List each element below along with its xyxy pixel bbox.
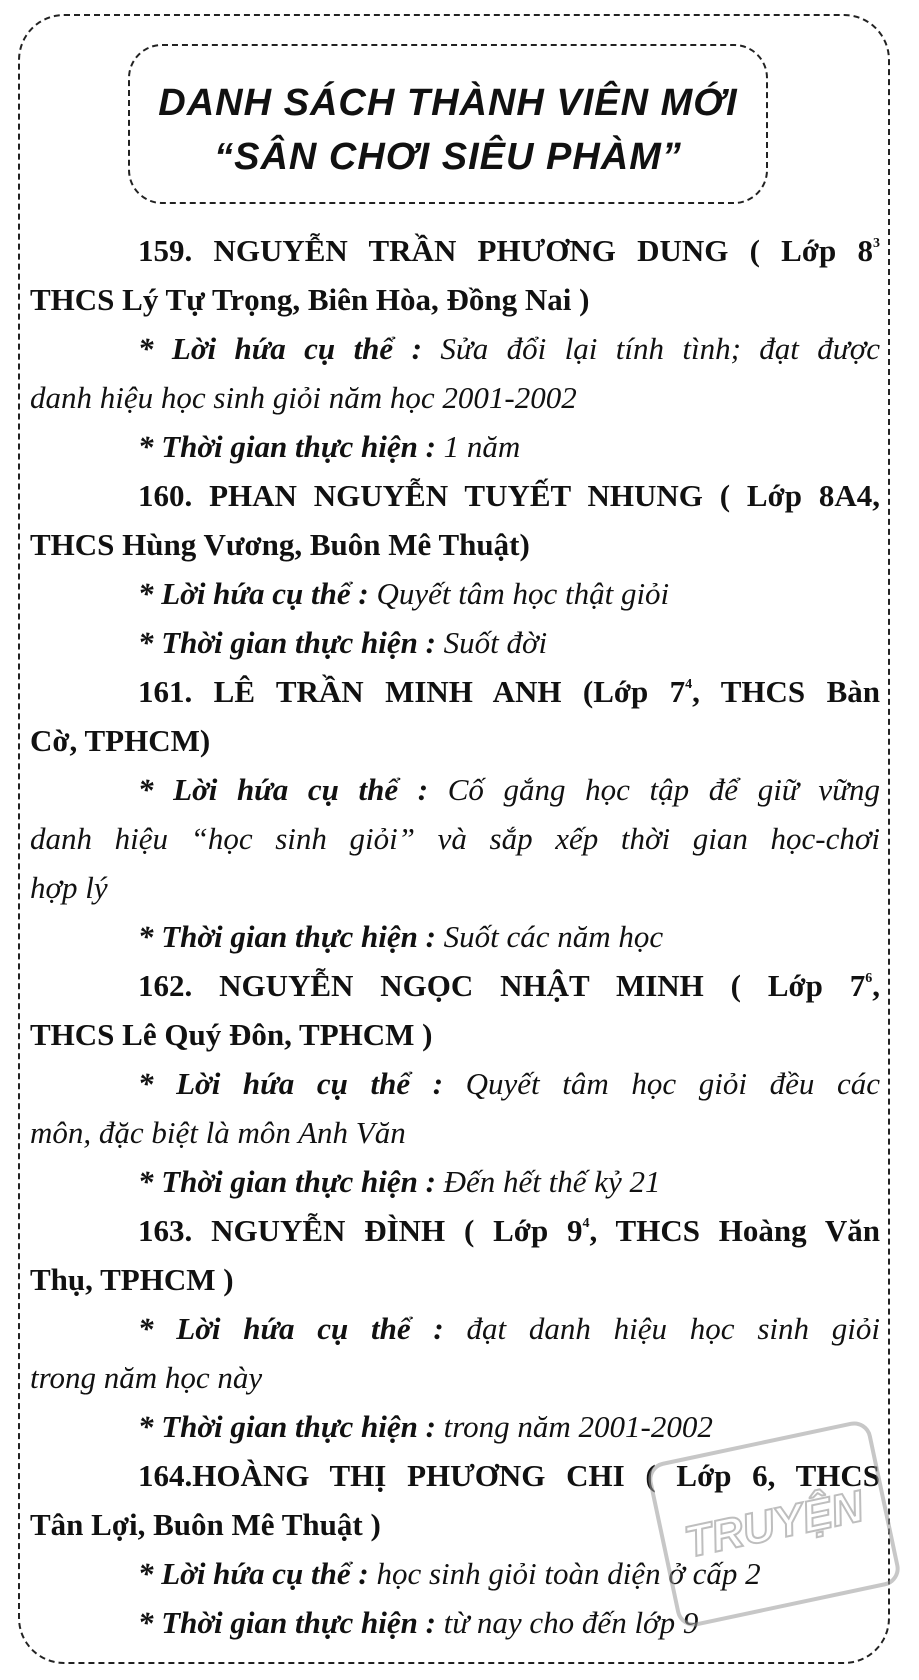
entry-164-school: Tân Lợi, Buôn Mê Thuật ) — [30, 1507, 381, 1542]
entry-161-school: Cờ, TPHCM) — [30, 723, 211, 758]
entry-160-time: * Thời gian thực hiện : Suốt đời — [138, 625, 548, 660]
title-line-1: DANH SÁCH THÀNH VIÊN MỚI — [158, 82, 738, 124]
entry-162-time: * Thời gian thực hiện : Đến hết thế kỷ 21 — [138, 1164, 661, 1199]
entry-161-time: * Thời gian thực hiện : Suốt các năm học — [138, 919, 664, 954]
entry-164-promise: * Lời hứa cụ thể : học sinh giỏi toàn diện ở cấp 2 — [138, 1556, 761, 1591]
title-box — [128, 44, 768, 204]
entry-162-promise: * Lời hứa cụ thể : Quyết tâm học giỏi đều các — [138, 1066, 880, 1101]
entry-164-heading: 164.HOÀNG THỊ PHƯƠNG CHI ( Lớp 6, THCS — [138, 1458, 880, 1493]
entry-161-heading: 161. LÊ TRẦN MINH ANH (Lớp $7^4$, THCS Bàn — [138, 674, 880, 709]
entry-162-promise-cont: môn, đặc biệt là môn Anh Văn — [30, 1115, 406, 1150]
entry-163-promise: * Lời hứa cụ thể : đạt danh hiệu học sinh giỏi — [138, 1311, 880, 1346]
entry-163-promise-cont: trong năm học này — [30, 1360, 263, 1395]
entry-163-school: Thụ, TPHCM ) — [30, 1262, 234, 1297]
entry-161-promise: * Lời hứa cụ thể : Cố gắng học tập để giữ vững — [138, 772, 880, 807]
watermark-text: TRUYỆN — [680, 1481, 868, 1568]
entry-159-heading: 159. NGUYỄN TRẦN PHƯƠNG DUNG ( Lớp $8^3$ — [138, 233, 880, 268]
entry-159-school: THCS Lý Tự Trọng, Biên Hòa, Đồng Nai ) — [30, 282, 590, 317]
entry-161-promise-cont: danh hiệu “học sinh giỏi” và sắp xếp thời gian học-chơi — [30, 821, 880, 856]
entry-162-school: THCS Lê Quý Đôn, TPHCM ) — [30, 1017, 433, 1052]
entry-160-heading: 160. PHAN NGUYỄN TUYẾT NHUNG ( Lớp 8A4, — [138, 478, 880, 513]
entry-164-time: * Thời gian thực hiện : từ nay cho đến lớp 9 — [138, 1605, 699, 1640]
entry-161-promise-cont-2: hợp lý — [30, 870, 108, 905]
entry-159-promise: * Lời hứa cụ thể : Sửa đổi lại tính tình; đạt được — [138, 331, 880, 366]
title-line-2: “SÂN CHƠI SIÊU PHÀM” — [214, 136, 682, 178]
member-list — [30, 226, 880, 1647]
entry-159-time: * Thời gian thực hiện : 1 năm — [138, 429, 521, 464]
entry-163-heading: 163. NGUYỄN ĐÌNH ( Lớp $9^4$, THCS Hoàng Văn — [138, 1213, 880, 1248]
entry-160-school: THCS Hùng Vương, Buôn Mê Thuật) — [30, 527, 530, 562]
entry-159-promise-cont: danh hiệu học sinh giỏi năm học 2001-2002 — [30, 380, 577, 415]
entry-163-time: * Thời gian thực hiện : trong năm 2001-2002 — [138, 1409, 713, 1444]
entry-160-promise: * Lời hứa cụ thể : Quyết tâm học thật giỏi — [138, 576, 670, 611]
entry-162-heading: 162. NGUYỄN NGỌC NHẬT MINH ( Lớp $7^6$, — [138, 968, 880, 1003]
